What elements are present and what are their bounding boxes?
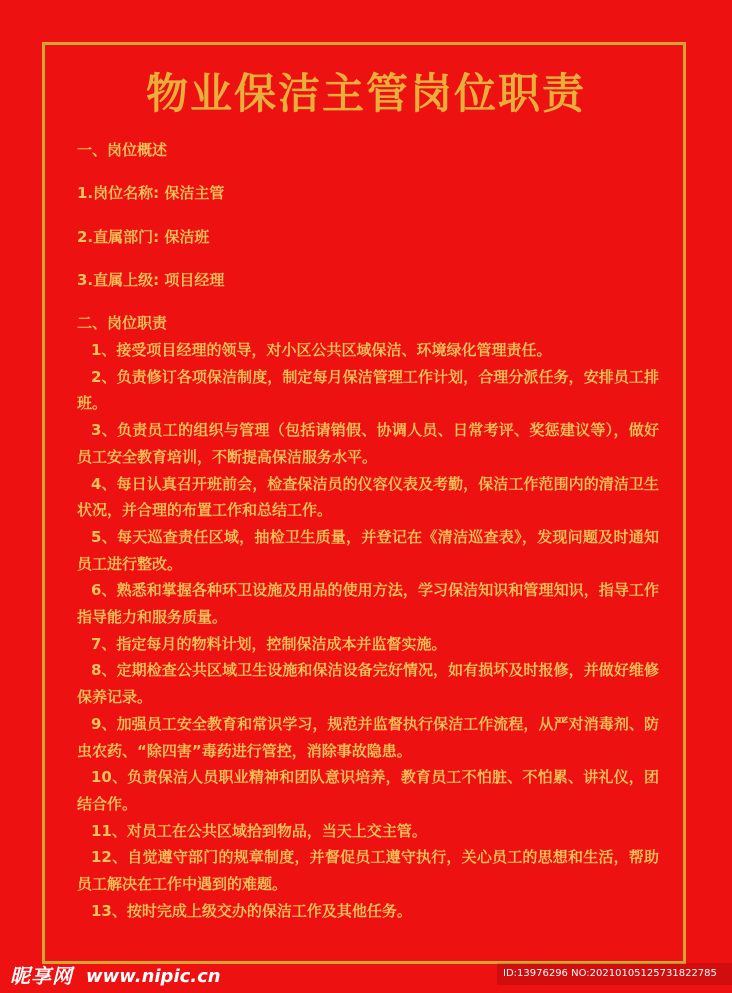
info-position-name: 1.岗位名称: 保洁主管 (77, 184, 225, 202)
watermark-logo: 昵享网 (10, 964, 73, 988)
duty-item: 5、每天巡查责任区域，抽检卫生质量，并登记在《清洁巡查表》，发现问题及时通知员工进行整改。 (77, 527, 659, 573)
page-title: 物业保洁主管岗位职责 (145, 69, 586, 118)
duties-list (77, 337, 659, 924)
duty-item: 6、熟悉和掌握各种环卫设施及用品的使用方法，学习保洁知识和管理知识，指导工作指导能力和服务质量。 (77, 581, 659, 627)
duty-item: 10、负责保洁人员职业精神和团队意识培养，教育员工不怕脏、不怕累、讲礼仪，团结合作。 (77, 768, 659, 813)
duty-item: 1、接受项目经理的领导，对小区公共区域保洁、环境绿化管理责任。 (91, 341, 552, 359)
section-heading-duties: 二、岗位职责 (77, 314, 168, 332)
duty-item: 13、按时完成上级交办的保洁工作及其他任务。 (91, 901, 412, 920)
duty-item: 4、每日认真召开班前会，检查保洁员的仪容仪表及考勤，保洁工作范围内的清洁卫生状况，并合理的布置工作和总结工作。 (77, 474, 659, 520)
duty-item: 9、加强员工安全教育和常识学习，规范并监督执行保洁工作流程，从严对消毒剂、防虫农药、“除四害”毒药进行管控，消除事故隐患。 (77, 714, 659, 760)
duty-item: 11、对员工在公共区域拾到物品，当天上交主管。 (91, 821, 427, 840)
duty-item: 2、负责修订各项保洁制度，制定每月保洁管理工作计划，合理分派任务，安排员工排班。 (77, 367, 659, 413)
info-supervisor: 3.直属上级: 项目经理 (77, 271, 225, 289)
watermark-site-link[interactable]: www.nipic.cn (86, 966, 221, 987)
info-department: 2.直属部门: 保洁班 (77, 228, 210, 246)
section-heading-overview: 一、岗位概述 (77, 141, 168, 159)
duty-item: 12、自觉遵守部门的规章制度，并督促员工遵守执行，关心员工的思想和生活，帮助员工解决在工作中遇到的难题。 (77, 848, 659, 894)
image-id-text: ID:13976296 NO:20210105125731822785 (503, 968, 717, 979)
watermark-footer (0, 962, 732, 993)
image-id-strip (497, 963, 732, 985)
duty-item: 7、指定每月的物料计划，控制保洁成本并监督实施。 (91, 634, 447, 653)
duty-item: 8、定期检查公共区域卫生设施和保洁设备完好情况，如有损坏及时报修，并做好维修保养记录。 (77, 661, 659, 707)
duty-item: 3、负责员工的组织与管理（包括请销假、协调人员、日常考评、奖惩建议等），做好员工安全教育培训，不断提高保洁服务水平。 (77, 421, 659, 466)
